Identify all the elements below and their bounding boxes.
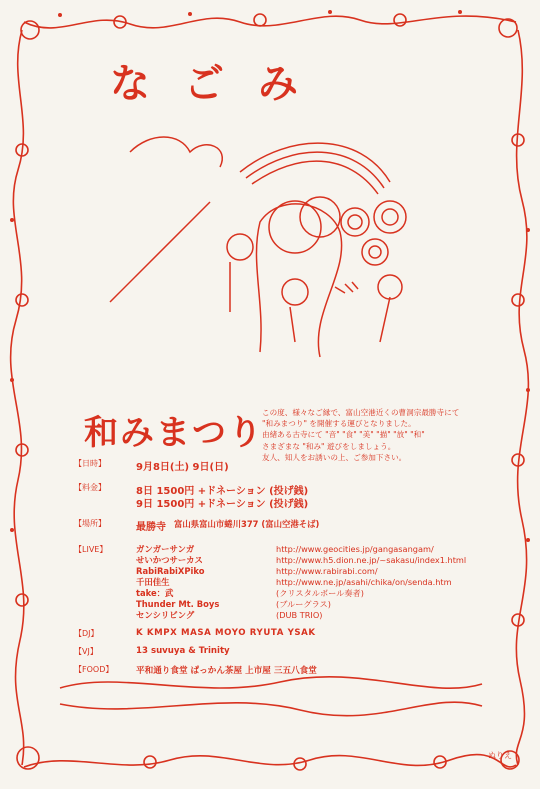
date-value: 9月8日(土) 9日(日) — [136, 462, 229, 473]
list-item — [136, 599, 496, 610]
act-name: せいかつサーカス — [136, 555, 203, 565]
vj-value: 13 suvuya & Trinity — [136, 646, 230, 656]
fee-line: 8日 1500円 +ドネーション (投げ銭) — [136, 486, 309, 497]
list-item — [136, 544, 496, 555]
act-name: Thunder Mt. Boys — [136, 599, 220, 609]
list-item — [136, 577, 496, 588]
act-name: 千田佳生 — [136, 577, 170, 587]
list-item — [136, 588, 496, 599]
fee-lines — [136, 482, 308, 508]
food-value: 平和通り食堂 ぱっかん茶屋 上市屋 三五八食堂 — [136, 666, 317, 676]
vj-label: 【VJ】 — [74, 647, 98, 656]
act-name: ガンガーサンガ — [136, 544, 195, 554]
live-row — [74, 544, 467, 620]
act-link[interactable]: http://www.rabirabi.com/ — [276, 566, 378, 576]
place-address: 富山県富山市蜷川377 (富山空港そば) — [174, 519, 320, 529]
live-label: 【LIVE】 — [74, 545, 108, 554]
act-link[interactable]: http://www.ne.jp/asahi/chika/on/senda.htm — [276, 577, 452, 587]
act-link[interactable]: http://www.geocities.jp/gangasangam/ — [276, 544, 434, 554]
dj-label: 【DJ】 — [74, 629, 99, 638]
credit-text: ぬりえ — [488, 751, 512, 760]
page-title: なごみ — [110, 60, 332, 107]
live-list — [136, 544, 496, 621]
fee-row — [74, 482, 308, 508]
list-item — [136, 566, 496, 577]
act-name: take：武 — [136, 588, 174, 598]
place-row — [74, 518, 319, 533]
date-label: 【日時】 — [74, 459, 106, 468]
festival-illustration — [90, 112, 470, 372]
dj-value: K KMPX MASA MOYO RYUTA YSAK — [136, 628, 316, 638]
list-item — [136, 555, 496, 566]
intro-text: この度、様々なご縁で、富山空港近くの曹洞宗最勝寺にて "和みまつり" を開催する運びとなりました。 由緒ある古寺にて "音" "食" "美" "描" "放" "和" さまざまな "和み" 遊びをしましょう。 友人、知人をお誘いの上、ご参加下さい。 — [262, 408, 460, 462]
food-row — [74, 664, 317, 676]
act-note: (DUB TRIO) — [276, 610, 323, 620]
fee-line: 9日 1500円 +ドネーション (投げ銭) — [136, 499, 309, 510]
act-note: (クリスタルボール奏者) — [276, 588, 364, 598]
act-link[interactable]: http://www.h5.dion.ne.jp/~sakasu/index1.html — [276, 555, 467, 565]
place-label: 【場所】 — [74, 519, 106, 528]
food-label: 【FOOD】 — [74, 665, 114, 674]
date-row — [74, 458, 229, 473]
vj-row — [74, 646, 230, 657]
dj-row — [74, 628, 316, 639]
act-name: RabiRabiXPiko — [136, 566, 205, 576]
list-item — [136, 610, 496, 621]
place-name: 最勝寺 — [136, 522, 166, 533]
festival-title: 和みまつり — [84, 413, 264, 453]
fee-label: 【料金】 — [74, 483, 106, 492]
act-note: (ブルーグラス) — [276, 599, 331, 609]
act-name: センシリビング — [136, 610, 195, 620]
